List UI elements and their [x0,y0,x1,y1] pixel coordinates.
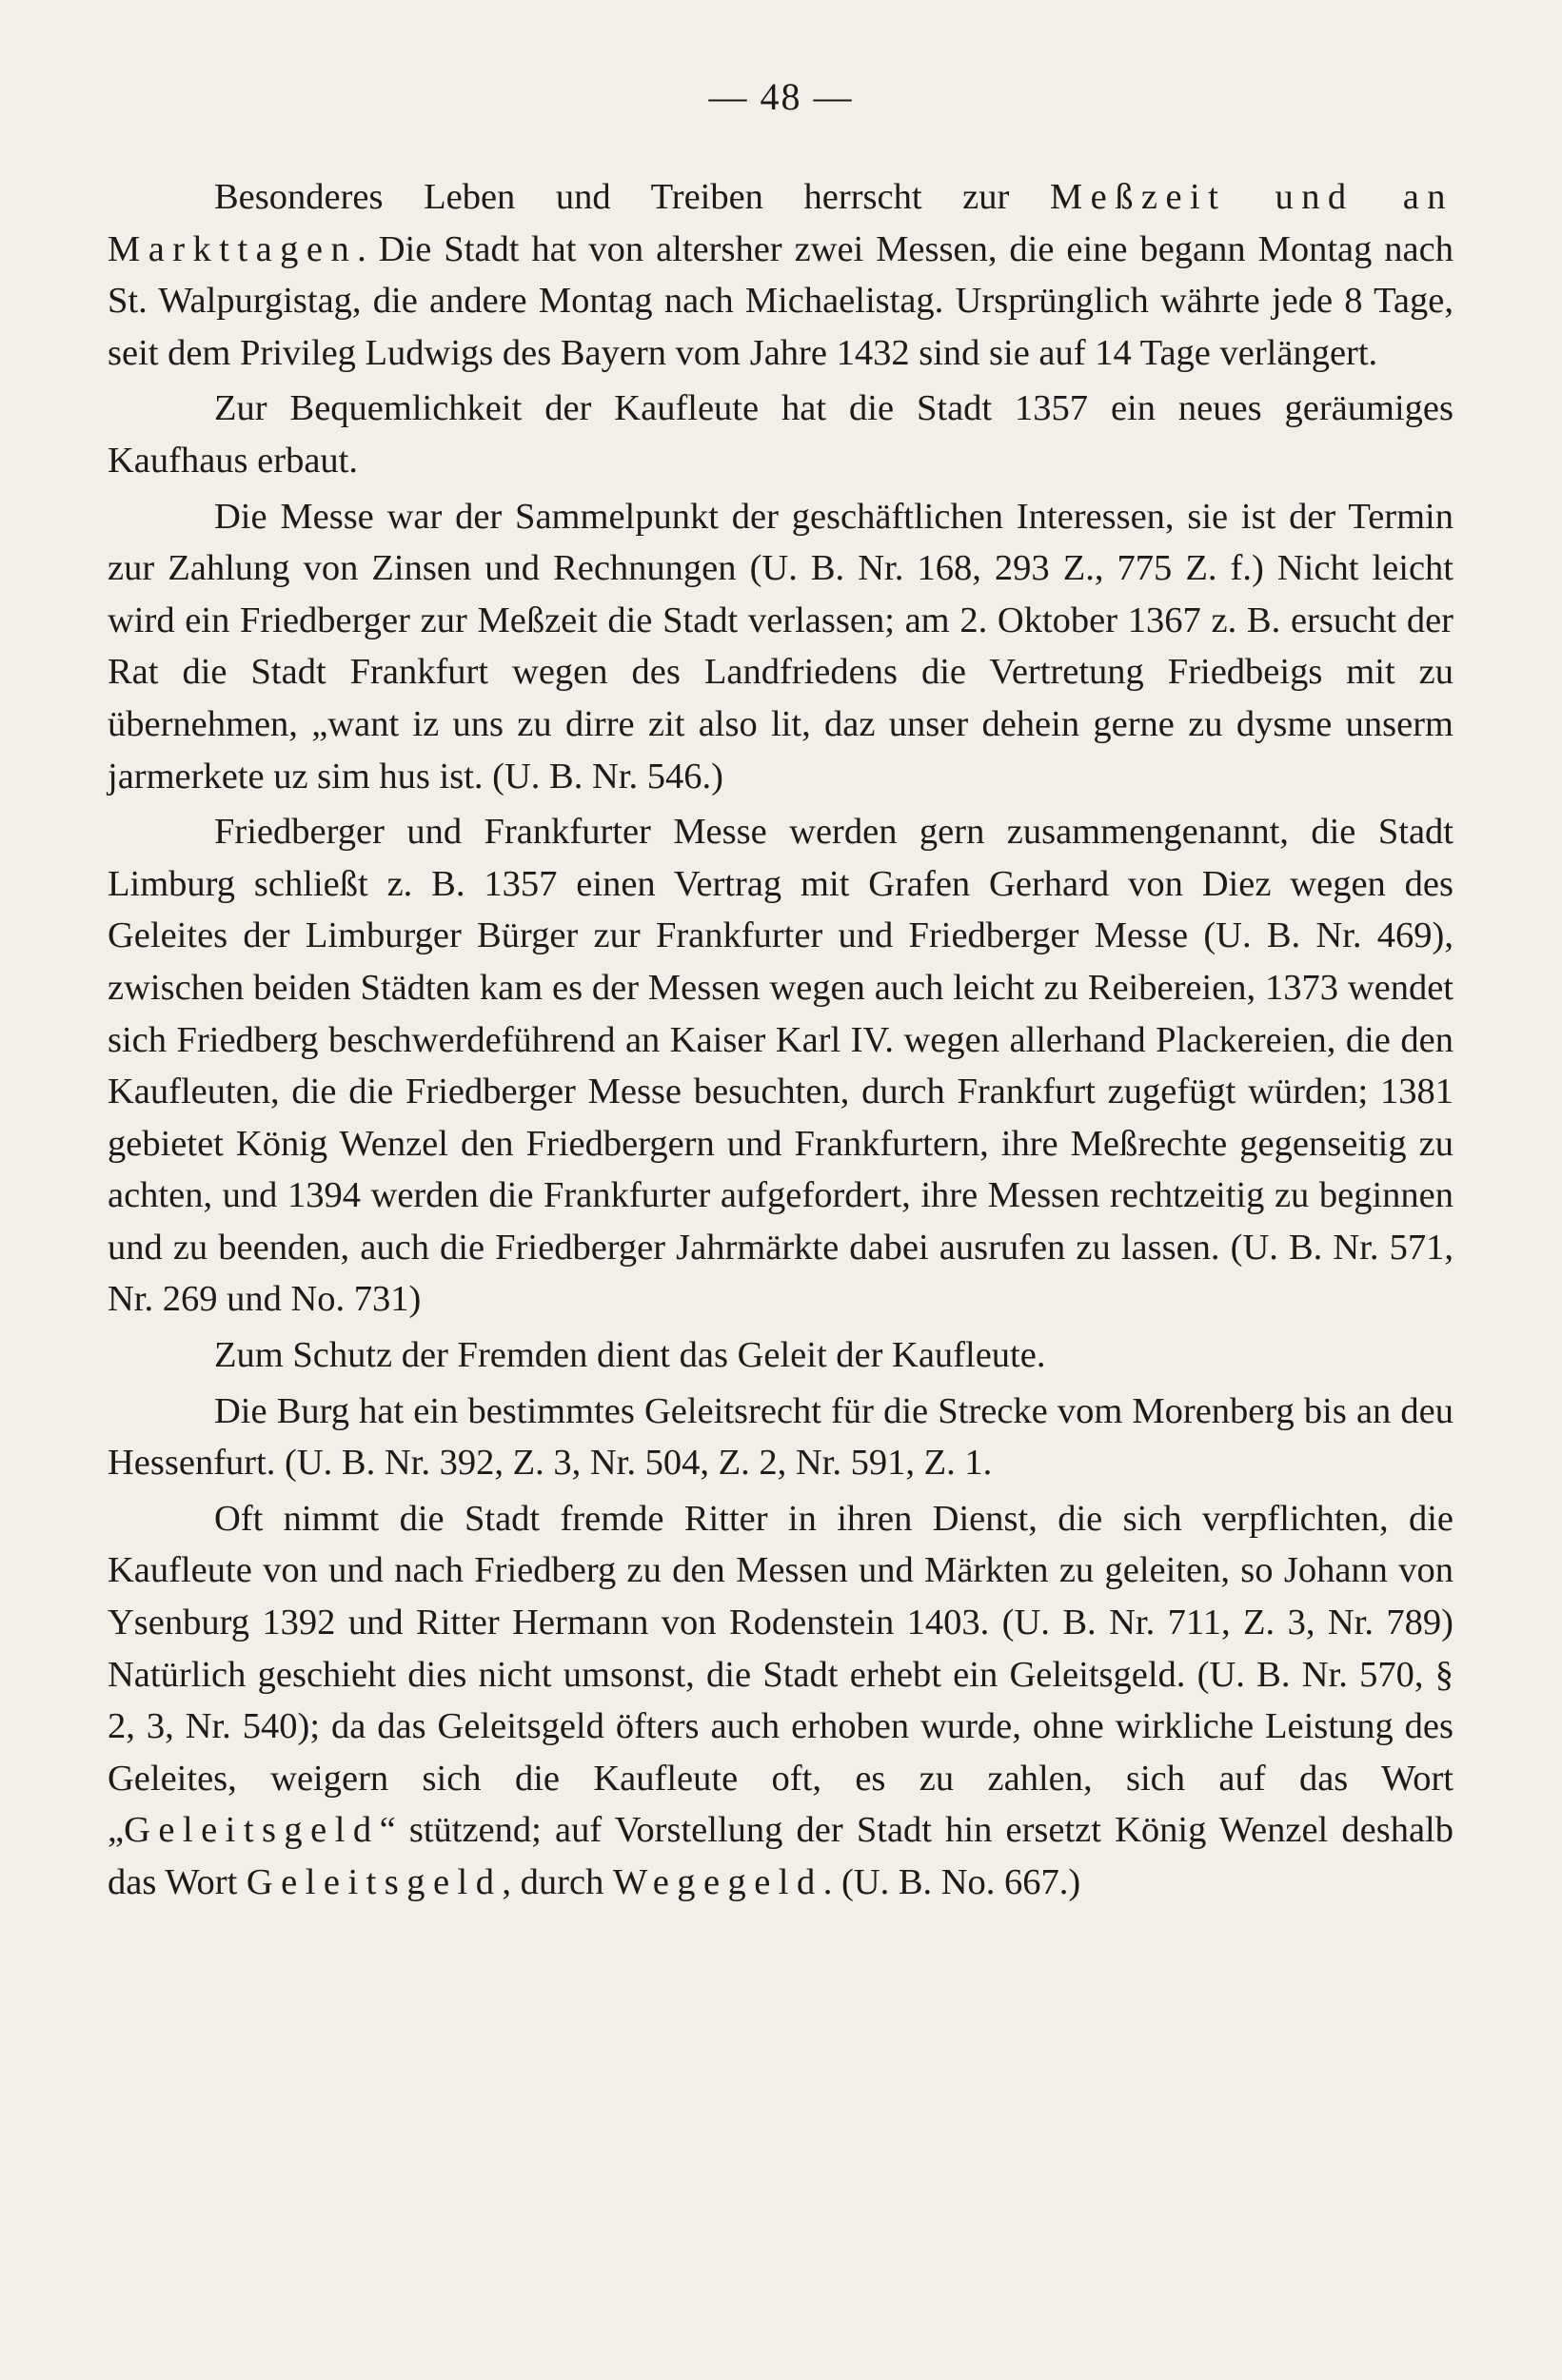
text-run: Die Burg hat ein bestimmtes Geleitsrecht für die Strecke vom Morenberg bis an deu Hessenfurt. (U. B. Nr. 392, Z. 3, Nr. 504, Z. 2, Nr. 591, Z. 1. [108,1390,1453,1484]
text-run: Die Messe war der Sammelpunkt der geschäftlichen Interessen, sie ist der Termin zur Zahlung von Zinsen und Rechnungen (U. B. Nr. 168, 293 Z., 775 Z. f.) Nicht leicht wird ein Friedberger zur Meßzeit die Stadt verlassen; am 2. Oktober 1367 z. B. ersucht der Rat die Stadt Frankfurt wegen des Landfriedens die Vertretung Friedbeigs mit zu übernehmen, „want iz uns zu dirre zit also lit, daz unser dehein gerne zu dysme unserm jarmerkete uz sim hus ist. (U. B. Nr. 546.) [108,496,1453,797]
text-run: , durch [502,1862,613,1902]
text-run: Oft nimmt die Stadt fremde Ritter in ihren Dienst, die sich verpflichten, die Kaufleute von und nach Friedberg zu den Messen und Märkten zu geleiten, so Johann von Ysenburg 1392 und Ritter Hermann von Rodenstein 1403. (U. B. Nr. 711, Z. 3, Nr. 789) Natürlich geschieht dies nicht umsonst, die Stadt erhebt ein Geleitsgeld. (U. B. Nr. 570, § 2, 3, Nr. 540); da das Geleitsgeld öfters auch erhoben wurde, ohne wirkliche Leistung des Geleites, weigern sich die Kaufleute oft, es zu zahlen, sich auf das Wort „ [108,1498,1453,1851]
page-number: — 48 — [708,75,854,118]
text-run: . Die Stadt hat von altersher zwei Messen, die eine begann Montag nach St. Walpurgistag, die andere Montag nach Michaelistag. Ursprünglich währte jede 8 Tage, seit dem Privileg Ludwigs des Bayern vom Jahre 1432 sind sie auf 14 Tage verlängert. [108,228,1453,373]
emphasis-run: Wegegeld [612,1862,823,1902]
paragraph-fair-interests [108,491,1453,803]
text-run: “ stützend; auf Vorstellung der Stadt hin ersetzt König Wenzel deshalb das Wort [108,1810,1453,1902]
emphasis-run: Geleitsgeld [246,1862,503,1902]
paragraph-escort [108,1329,1453,1382]
text-run: Zur Bequemlichkeit der Kaufleute hat die Stadt 1357 ein neues geräumiges Kaufhaus erbaut. [108,388,1453,481]
paragraph-knights [108,1493,1453,1909]
paragraph-frankfurt-fair [108,806,1453,1326]
text-run: Zum Schutz der Fremden dient das Geleit der Kaufleute. [214,1335,1046,1376]
emphasis-run: Geleitsgeld [124,1810,380,1851]
text-run: . (U. B. No. 667.) [822,1862,1081,1902]
text-run: Besonderes Leben und Treiben herrscht zur [214,177,1050,217]
body-text [108,171,1453,1909]
paragraph-kaufhaus [108,383,1453,486]
paragraph-burg-escort [108,1386,1453,1489]
emphasis-run: Meßzeit und an Markttagen [108,177,1453,269]
paragraph-markets [108,171,1453,379]
text-run: Friedberger und Frankfurter Messe werden gern zusammengenannt, die Stadt Limburg schließt z. B. 1357 einen Vertrag mit Grafen Gerhard von Diez wegen des Geleites der Limburger Bürger zur Frankfurter und Friedberger Messe (U. B. Nr. 469), zwischen beiden Städten kam es der Messen wegen auch leicht zu Reibereien, 1373 wendet sich Friedberg beschwerdeführend an Kaiser Karl IV. wegen allerhand Plackereien, die den Kaufleuten, die die Friedberger Messe besuchten, durch Frankfurt zugefügt würden; 1381 gebietet König Wenzel den Friedbergern und Frankfurtern, ihre Meßrechte gegenseitig zu achten, und 1394 werden die Frankfurter aufgefordert, ihre Messen rechtzeitig zu beginnen und zu beenden, auch die Friedberger Jahrmärkte dabei ausrufen zu lassen. (U. B. Nr. 571, Nr. 269 und No. 731) [108,812,1453,1320]
